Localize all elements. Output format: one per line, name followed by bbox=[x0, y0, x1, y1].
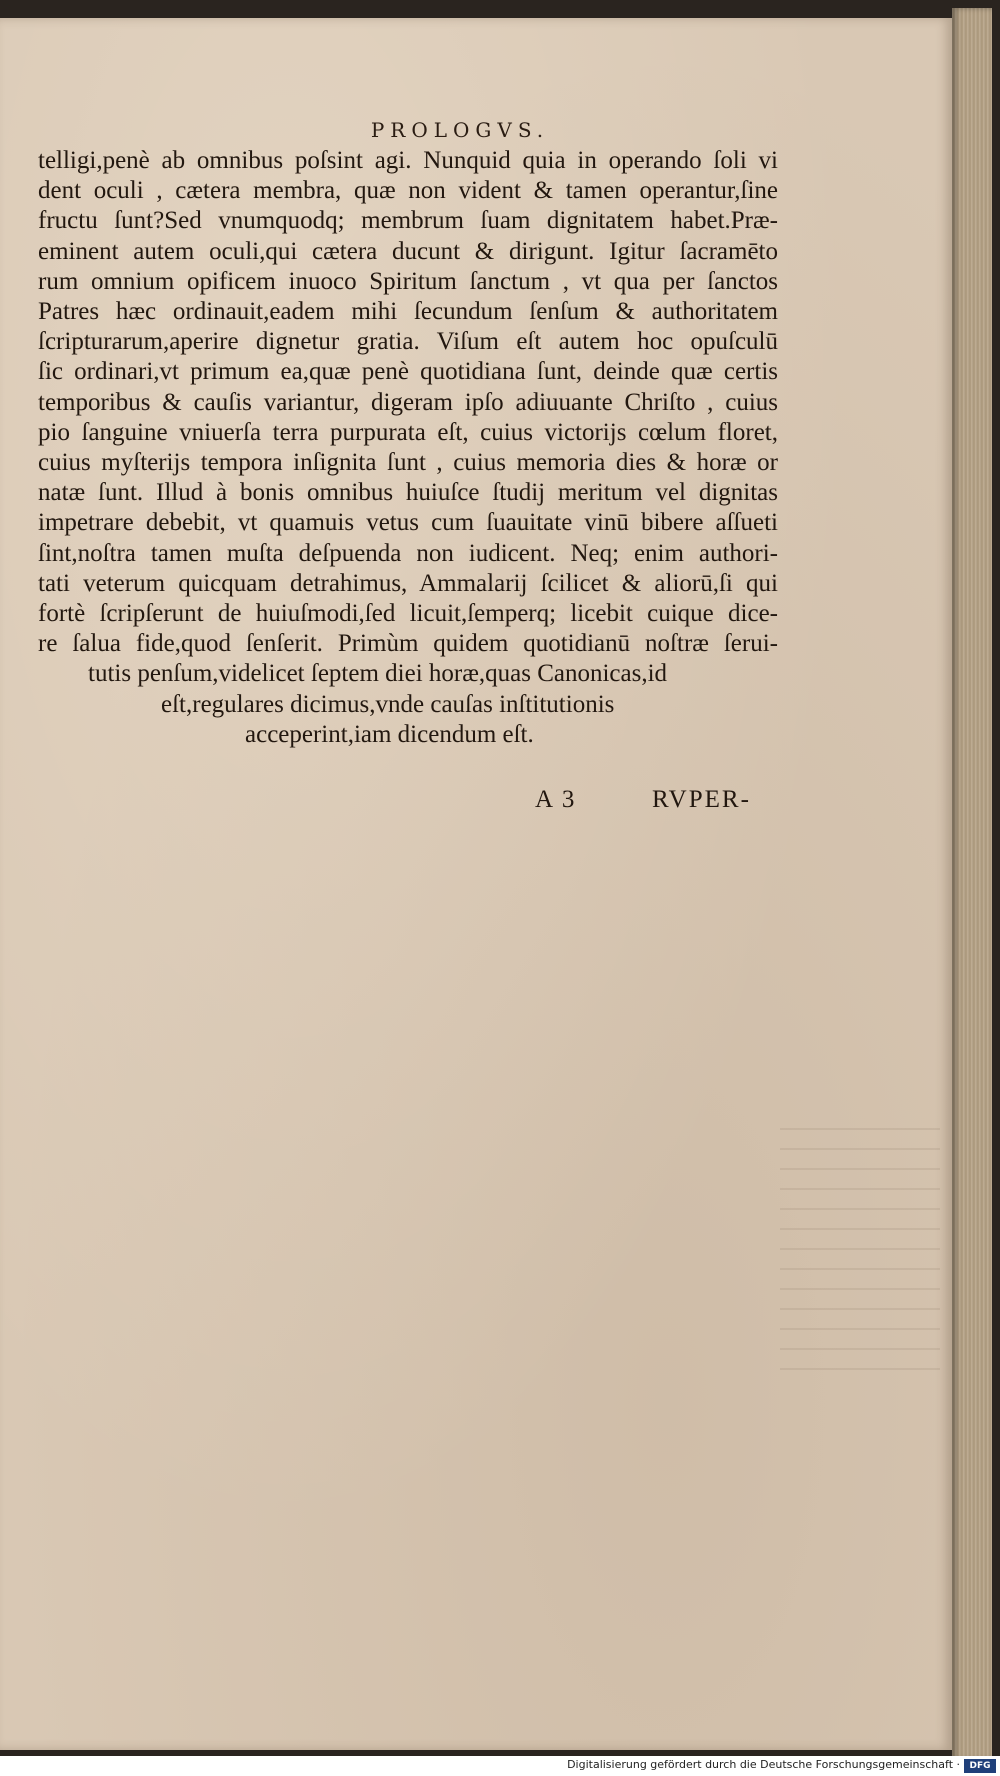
catchword: RVPER- bbox=[652, 786, 751, 813]
text-line: dent oculi , cætera membra, quæ non vident & tamen operantur,ſine bbox=[38, 177, 778, 205]
text-line: temporibus & cauſis variantur, digeram ipſo adiuuante Chriſto , cuius bbox=[38, 388, 778, 416]
text-line: pio ſanguine vniuerſa terra purpurata eſt, cuius victorijs cœlum floret, bbox=[38, 418, 778, 446]
text-line: natæ ſunt. Illud à bonis omnibus huiuſce ſtudij meritum vel dignitas bbox=[38, 479, 778, 507]
signature-mark: A 3 bbox=[535, 786, 577, 813]
text-line: ſcripturarum,aperire dignetur gratia. Viſum eſt autem hoc opuſculū bbox=[38, 328, 778, 356]
body-text bbox=[38, 146, 778, 659]
text-line: re ſalua fide,quod ſenſerit. Primùm quidem quotidianū noſtræ ſerui- bbox=[38, 630, 778, 658]
tail-line: eſt,regulares dicimus,vnde cauſas inſtitutionis bbox=[161, 691, 615, 718]
text-line: fructu ſunt?Sed vnumquodq; membrum ſuam dignitatem habet.Præ- bbox=[38, 207, 778, 235]
digitization-footer bbox=[0, 1756, 1000, 1776]
page-edges bbox=[952, 8, 992, 1760]
text-line: tati veterum quicquam detrahimus, Ammalarij ſcilicet & aliorū,ſi qui bbox=[38, 569, 778, 597]
text-line: eminent autem oculi,qui cætera ducunt & dirigunt. Igitur ſacramēto bbox=[38, 237, 778, 265]
text-line: rum omnium opificem inuoco Spiritum ſanctum , vt qua per ſanctos bbox=[38, 267, 778, 295]
text-line: cuius myſterijs tempora inſignita ſunt , cuius memoria dies & horæ or bbox=[38, 449, 778, 477]
running-head: PROLOGVS. bbox=[370, 118, 550, 142]
text-line: ſic ordinari,vt primum ea,quæ penè quotidiana ſunt, deinde quæ certis bbox=[38, 358, 778, 386]
tail-line: acceperint,iam dicendum eſt. bbox=[245, 721, 534, 748]
text-line: ſint,noſtra tamen muſta deſpuenda non iudicent. Neq; enim authori- bbox=[38, 539, 778, 567]
text-line: Patres hæc ordinauit,eadem mihi ſecundum ſenſum & authoritatem bbox=[38, 298, 778, 326]
text-line: telligi,penè ab omnibus poſsint agi. Nunquid quia in operando ſoli vi bbox=[38, 147, 778, 174]
tail-line: tutis penſum,videlicet ſeptem diei horæ,quas Canonicas,id bbox=[88, 660, 668, 687]
show-through-text bbox=[780, 1128, 940, 1378]
text-line: impetrare debebit, vt quamuis vetus cum ſuauitate vinū bibere aſſueti bbox=[38, 509, 778, 537]
footer-credit: Digitalisierung gefördert durch die Deutsche Forschungsgemeinschaft · bbox=[567, 1758, 960, 1771]
text-line: fortè ſcripſerunt de huiuſmodi,ſed licuit,ſemperq; licebit cuique dice- bbox=[38, 600, 778, 628]
dfg-logo-icon: DFG bbox=[964, 1759, 996, 1773]
